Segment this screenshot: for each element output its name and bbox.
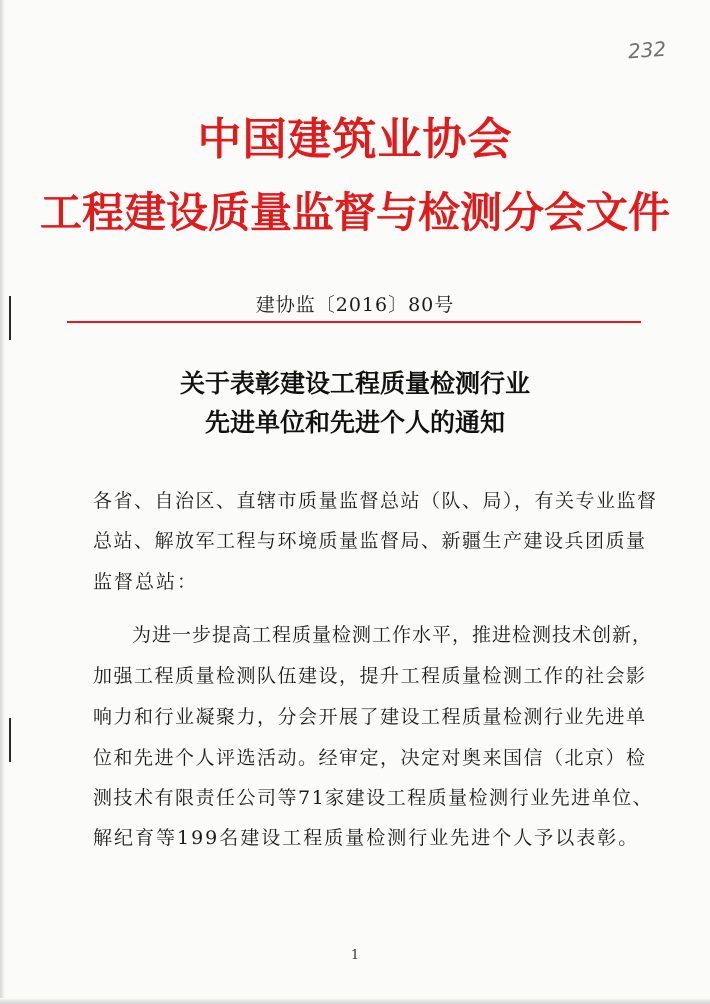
scan-shadow-bottom xyxy=(0,998,710,1004)
notice-title-line-2: 先进单位和先进个人的通知 xyxy=(204,408,505,437)
addressee-line-2: 总站、解放军工程与环境质量监督局、新疆生产建设兵团质量 xyxy=(93,530,647,552)
red-separator-line xyxy=(67,321,641,323)
issuing-organization-line-2: 工程建设质量监督与检测分会文件 xyxy=(39,188,670,237)
addressee-line-3: 监督总站： xyxy=(93,571,199,593)
body-paragraph-line-3: 响力和行业凝聚力，分会开展了建设工程质量检测行业先进单 xyxy=(93,706,647,728)
body-paragraph-line-6: 解纪育等199名建设工程质量检测行业先进个人予以表彰。 xyxy=(93,827,640,849)
binding-margin-mark xyxy=(9,718,11,762)
handwritten-page-annotation: 232 xyxy=(627,36,667,64)
page-number: 1 xyxy=(350,948,360,963)
body-paragraph-line-2: 加强工程质量检测队伍建设，提升工程质量检测工作的社会影 xyxy=(93,665,647,687)
body-paragraph-line-4: 位和先进个人评选活动。经审定，决定对奥来国信（北京）检 xyxy=(93,747,647,769)
document-number: 建协监〔2016〕80号 xyxy=(255,294,455,316)
binding-margin-mark xyxy=(9,296,11,340)
body-paragraph-line-1: 为进一步提高工程质量检测工作水平，推进检测技术创新， xyxy=(132,624,653,646)
body-paragraph-line-5: 测技术有限责任公司等71家建设工程质量检测行业先进单位、 xyxy=(93,787,654,809)
issuing-organization-line-1: 中国建筑业协会 xyxy=(197,114,513,165)
addressee-line-1: 各省、自治区、直辖市质量监督总站（队、局），有关专业监督 xyxy=(93,490,658,512)
notice-title-line-1: 关于表彰建设工程质量检测行业 xyxy=(179,369,530,398)
